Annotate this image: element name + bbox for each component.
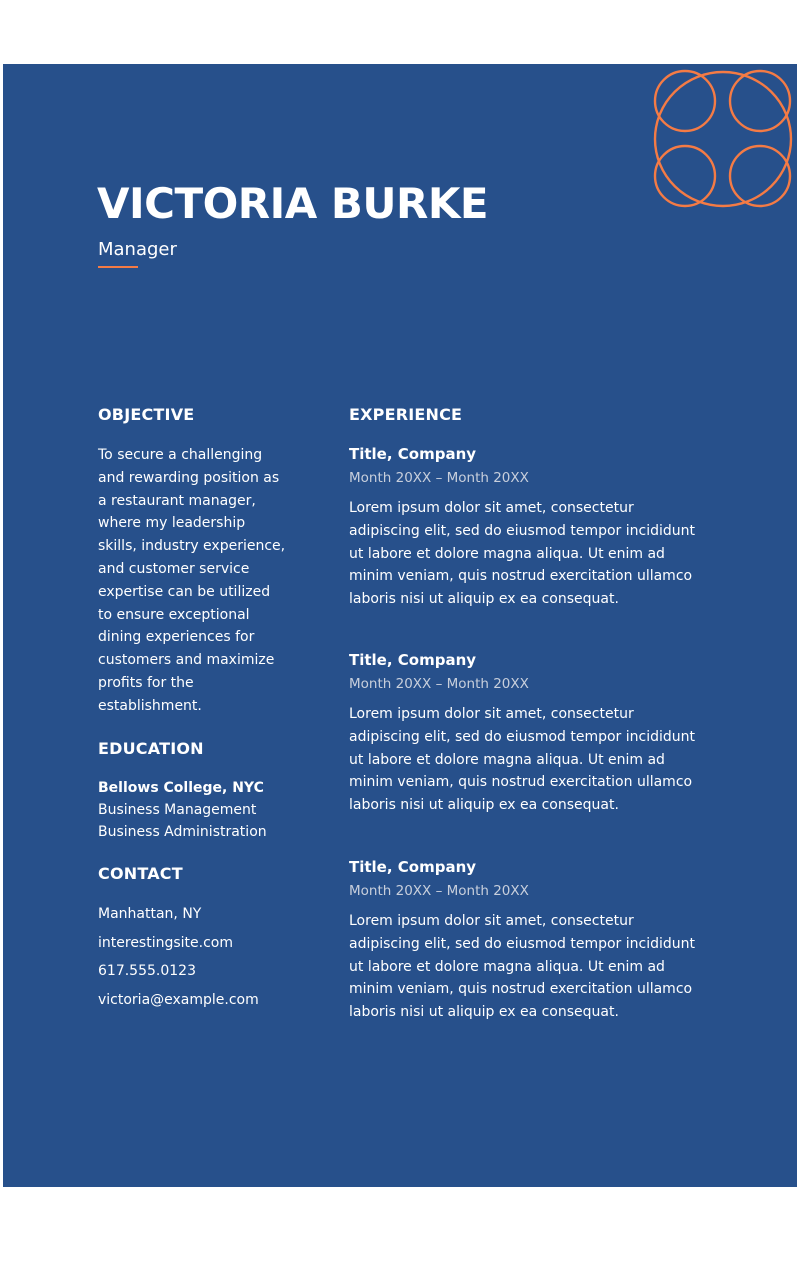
experience-entry [349, 443, 699, 611]
contact-email-link[interactable]: victoria@example.com [98, 991, 259, 1008]
contact-phone[interactable]: 617.555.0123 [98, 963, 196, 980]
contact-location: Manhattan, NY [98, 906, 202, 922]
contact-list [98, 902, 259, 1016]
role-underline-divider [98, 266, 138, 268]
education-entry [98, 777, 267, 843]
job-description: Lorem ipsum dolor sit amet, consectetur adipiscing elit, sed do eiusmod tempor incididunt ut labore et dolore magna aliqua. Ut enim ad minim veniam, quis nostrud exercitation ullamco laboris nisi ut aliquip ex ea consequat. [349, 706, 696, 814]
contact-heading: CONTACT [98, 864, 183, 883]
job-description: Lorem ipsum dolor sit amet, consectetur adipiscing elit, sed do eiusmod tempor incididunt ut labore et dolore magna aliqua. Ut enim ad minim veniam, quis nostrud exercitation ullamco laboris nisi ut aliquip ex ea consequat. [349, 913, 696, 1021]
job-dates: Month 20XX – Month 20XX [349, 676, 529, 692]
objective-heading: OBJECTIVE [98, 405, 195, 424]
objective-text: To secure a challenging and rewarding position as a restaurant manager, where my leadership skills, industry experience, and customer service expertise can be utilized to ensure exceptional dining experiences for customers and maximize profits for the establishment. [98, 447, 286, 714]
job-dates: Month 20XX – Month 20XX [349, 470, 529, 486]
job-title: Title, Company [349, 651, 477, 669]
candidate-role: Manager [98, 239, 177, 260]
job-title: Title, Company [349, 858, 477, 876]
experience-heading: EXPERIENCE [349, 405, 463, 424]
job-title: Title, Company [349, 445, 477, 463]
education-degree: Business Administration [98, 824, 267, 840]
education-heading: EDUCATION [98, 739, 204, 758]
job-description: Lorem ipsum dolor sit amet, consectetur adipiscing elit, sed do eiusmod tempor incididunt ut labore et dolore magna aliqua. Ut enim ad minim veniam, quis nostrud exercitation ullamco laboris nisi ut aliquip ex ea consequat. [349, 500, 696, 608]
education-degree: Business Management [98, 802, 257, 818]
contact-website-link[interactable]: interestingsite.com [98, 934, 233, 951]
four-loop-knot-icon [650, 66, 796, 212]
experience-entry [349, 856, 699, 1024]
job-dates: Month 20XX – Month 20XX [349, 883, 529, 899]
education-school: Bellows College, NYC [98, 780, 264, 796]
candidate-name: VICTORIA BURKE [97, 179, 489, 228]
experience-entry [349, 649, 699, 817]
